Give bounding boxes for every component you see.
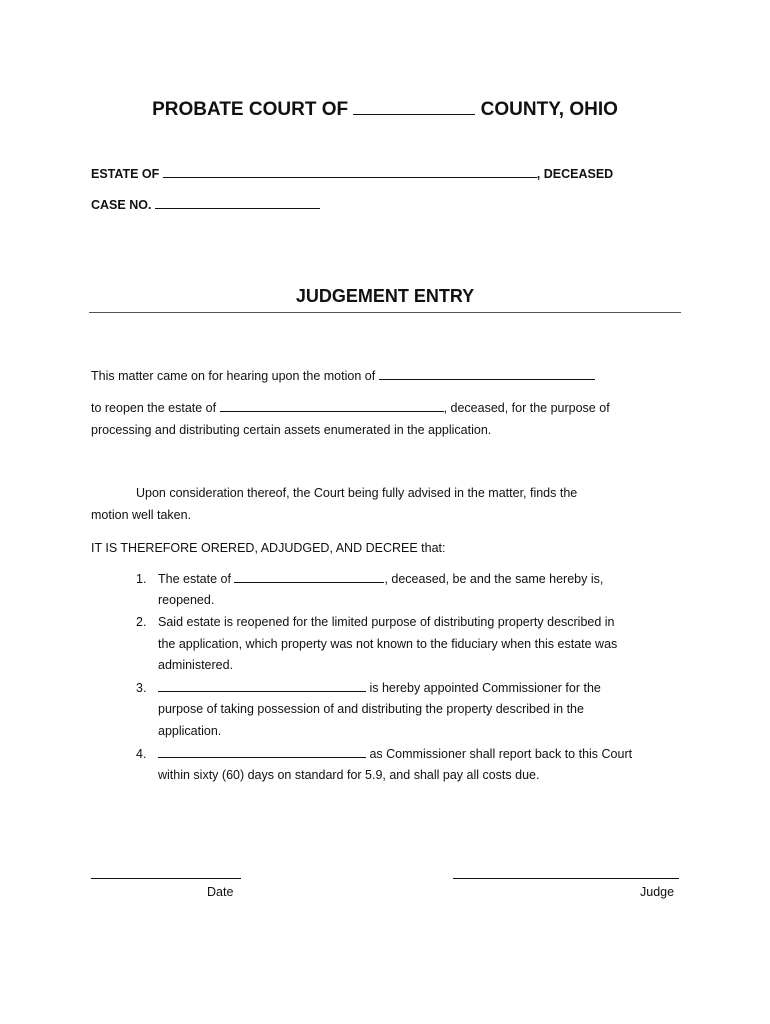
order-text: application. [158,724,222,738]
reopen-purpose-text: , deceased, for the purpose of [443,401,610,415]
title-divider [89,312,681,313]
order-text: is hereby appointed Commissioner for the [369,681,601,695]
court-title [0,96,770,121]
movant-field[interactable] [379,365,595,380]
reopen-estate-field[interactable] [220,397,444,412]
commissioner-name-field[interactable] [158,677,366,692]
order-text: the application, which property was not known to the fiduciary when this estate was [158,637,618,651]
order-text: purpose of taking possession of and distributing the property described in the [158,702,584,716]
reopen-line [91,397,610,419]
reopen-text: to reopen the estate of [91,401,217,415]
order-number: 4. [136,747,147,761]
date-signature-line[interactable] [91,878,241,879]
judge-label: Judge [640,885,675,899]
order-text: Said estate is reopened for the limited purpose of distributing property described in [158,615,615,629]
court-title-prefix: PROBATE COURT OF [152,99,349,120]
order-text: The estate of [158,572,231,586]
order-item-2 [136,612,696,634]
order-number: 2. [136,615,147,629]
consideration-line: Upon consideration thereof, the Court being fully advised in the matter, finds the [136,486,578,500]
county-field[interactable] [353,96,475,115]
order-number: 3. [136,681,147,695]
processing-line: processing and distributing certain assets enumerated in the application. [91,423,492,437]
order-item-3 [136,677,696,700]
order-1-estate-field[interactable] [234,568,384,583]
estate-label: ESTATE OF [91,167,160,181]
case-label: CASE NO. [91,198,152,212]
court-title-suffix: COUNTY, OHIO [480,99,618,120]
order-text: within sixty (60) days on standard for 5.9, and shall pay all costs due. [158,768,540,782]
case-number-line [91,194,320,212]
deceased-label: , DECEASED [536,167,614,181]
case-number-field[interactable] [155,194,320,209]
judge-signature-line[interactable] [453,878,679,879]
estate-name-field[interactable] [163,163,537,178]
order-text: reopened. [158,593,215,607]
order-text: , deceased, be and the same hereby is, [384,572,604,586]
order-number: 1. [136,572,147,586]
order-text: as Commissioner shall report back to this Court [369,747,633,761]
motion-line [91,365,595,387]
estate-line [91,163,613,181]
order-intro: IT IS THEREFORE ORERED, ADJUDGED, AND DECREE that: [91,541,446,555]
motion-text: This matter came on for hearing upon the motion of [91,369,376,383]
order-item-4 [136,743,696,766]
order-item-1 [136,568,696,591]
document-title: JUDGEMENT ENTRY [295,286,475,306]
order-text: administered. [158,658,234,672]
consideration-line-2: motion well taken. [91,508,192,522]
date-label: Date [207,885,234,899]
commissioner-report-field[interactable] [158,743,366,758]
